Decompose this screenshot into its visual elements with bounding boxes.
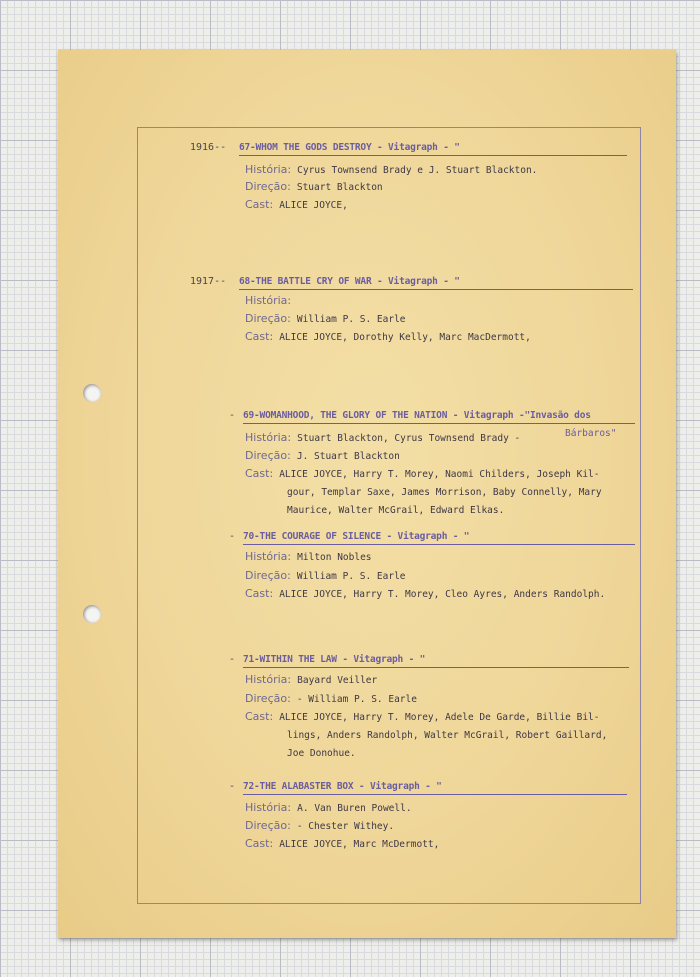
direcao-label: Direção: bbox=[245, 449, 291, 462]
cast-value: ALICE JOYCE, Marc McDermott, bbox=[279, 839, 440, 850]
cast-label: Cast: bbox=[245, 467, 274, 480]
cast-label: Cast: bbox=[245, 198, 274, 211]
cast-row bbox=[245, 467, 600, 480]
cast-value: ALICE JOYCE, Dorothy Kelly, Marc MacDermott, bbox=[279, 332, 531, 343]
direcao-value: - William P. S. Earle bbox=[296, 694, 417, 705]
title-underline bbox=[243, 667, 629, 668]
entry-title: 69-WOMANHOOD, THE GLORY OF THE NATION - Vitagraph -"Invasão dos bbox=[243, 410, 591, 421]
direcao-row bbox=[245, 569, 406, 582]
historia-value: Milton Nobles bbox=[297, 552, 372, 563]
cast-row bbox=[245, 837, 439, 850]
direcao-row bbox=[245, 180, 383, 193]
historia-value: A. Van Buren Powell. bbox=[297, 803, 412, 814]
cast-value: ALICE JOYCE, Harry T. Morey, Cleo Ayres, Anders Randolph. bbox=[279, 589, 606, 600]
direcao-label: Direção: bbox=[245, 569, 291, 582]
historia-row bbox=[245, 294, 291, 307]
direcao-label: Direção: bbox=[245, 819, 291, 832]
entry-title: 71-WITHIN THE LAW - Vitagraph - " bbox=[243, 654, 426, 665]
direcao-value: William P. S. Earle bbox=[296, 571, 406, 582]
cast-row bbox=[245, 587, 605, 600]
cast-value: ALICE JOYCE, bbox=[279, 200, 348, 211]
historia-row bbox=[245, 673, 377, 686]
title-underline bbox=[243, 423, 635, 424]
title-underline bbox=[243, 544, 635, 545]
entry-dash: - bbox=[229, 410, 236, 421]
punch-hole-top bbox=[83, 384, 101, 402]
historia-row bbox=[245, 550, 372, 563]
historia-label: História: bbox=[245, 431, 292, 444]
historia-label: História: bbox=[245, 163, 292, 176]
historia-value: Stuart Blackton, Cyrus Townsend Brady - bbox=[297, 433, 521, 444]
historia-value: Cyrus Townsend Brady e J. Stuart Blackton. bbox=[297, 165, 538, 176]
cast-continuation: gour, Templar Saxe, James Morrison, Baby Connelly, Mary bbox=[287, 487, 602, 498]
cast-label: Cast: bbox=[245, 330, 274, 343]
historia-label: História: bbox=[245, 673, 292, 686]
historia-label: História: bbox=[245, 294, 292, 307]
cast-continuation: Joe Donohue. bbox=[287, 748, 356, 759]
cast-continuation: Maurice, Walter McGrail, Edward Elkas. bbox=[287, 505, 505, 516]
entry-dash: - bbox=[229, 531, 236, 542]
cast-row bbox=[245, 330, 531, 343]
historia-value: Bayard Veiller bbox=[297, 675, 378, 686]
entry-year: 1916-- bbox=[190, 142, 227, 153]
direcao-value: William P. S. Earle bbox=[296, 314, 406, 325]
direcao-label: Direção: bbox=[245, 692, 291, 705]
direcao-row bbox=[245, 692, 417, 705]
entry-title: 67-WHOM THE GODS DESTROY - Vitagraph - " bbox=[239, 142, 460, 153]
historia-extra: Bárbaros" bbox=[565, 428, 617, 439]
cast-label: Cast: bbox=[245, 710, 274, 723]
historia-row bbox=[245, 801, 412, 814]
historia-label: História: bbox=[245, 550, 292, 563]
historia-row bbox=[245, 431, 520, 444]
entry-dash: - bbox=[229, 781, 236, 792]
direcao-label: Direção: bbox=[245, 180, 291, 193]
cast-continuation: lings, Anders Randolph, Walter McGrail, Robert Gaillard, bbox=[287, 730, 608, 741]
cast-value: ALICE JOYCE, Harry T. Morey, Adele De Garde, Billie Bil- bbox=[279, 712, 600, 723]
direcao-row bbox=[245, 819, 394, 832]
punch-hole-bottom bbox=[83, 605, 101, 623]
historia-label: História: bbox=[245, 801, 292, 814]
entry-dash: - bbox=[229, 654, 236, 665]
direcao-value: J. Stuart Blackton bbox=[296, 451, 400, 462]
cast-row bbox=[245, 198, 348, 211]
direcao-row bbox=[245, 449, 400, 462]
title-underline bbox=[239, 155, 627, 156]
entry-title: 70-THE COURAGE OF SILENCE - Vitagraph - " bbox=[243, 531, 470, 542]
entry-year: 1917-- bbox=[190, 276, 227, 287]
direcao-label: Direção: bbox=[245, 312, 291, 325]
cast-value: ALICE JOYCE, Harry T. Morey, Naomi Childers, Joseph Kil- bbox=[279, 469, 600, 480]
title-underline bbox=[243, 794, 627, 795]
historia-row bbox=[245, 163, 537, 176]
entry-title: 68-THE BATTLE CRY OF WAR - Vitagraph - " bbox=[239, 276, 460, 287]
direcao-value: Stuart Blackton bbox=[296, 182, 383, 193]
entry-title: 72-THE ALABASTER BOX - Vitagraph - " bbox=[243, 781, 442, 792]
direcao-row bbox=[245, 312, 406, 325]
cast-label: Cast: bbox=[245, 837, 274, 850]
cast-label: Cast: bbox=[245, 587, 274, 600]
cast-row bbox=[245, 710, 600, 723]
title-underline bbox=[239, 289, 633, 290]
direcao-value: - Chester Withey. bbox=[296, 821, 395, 832]
